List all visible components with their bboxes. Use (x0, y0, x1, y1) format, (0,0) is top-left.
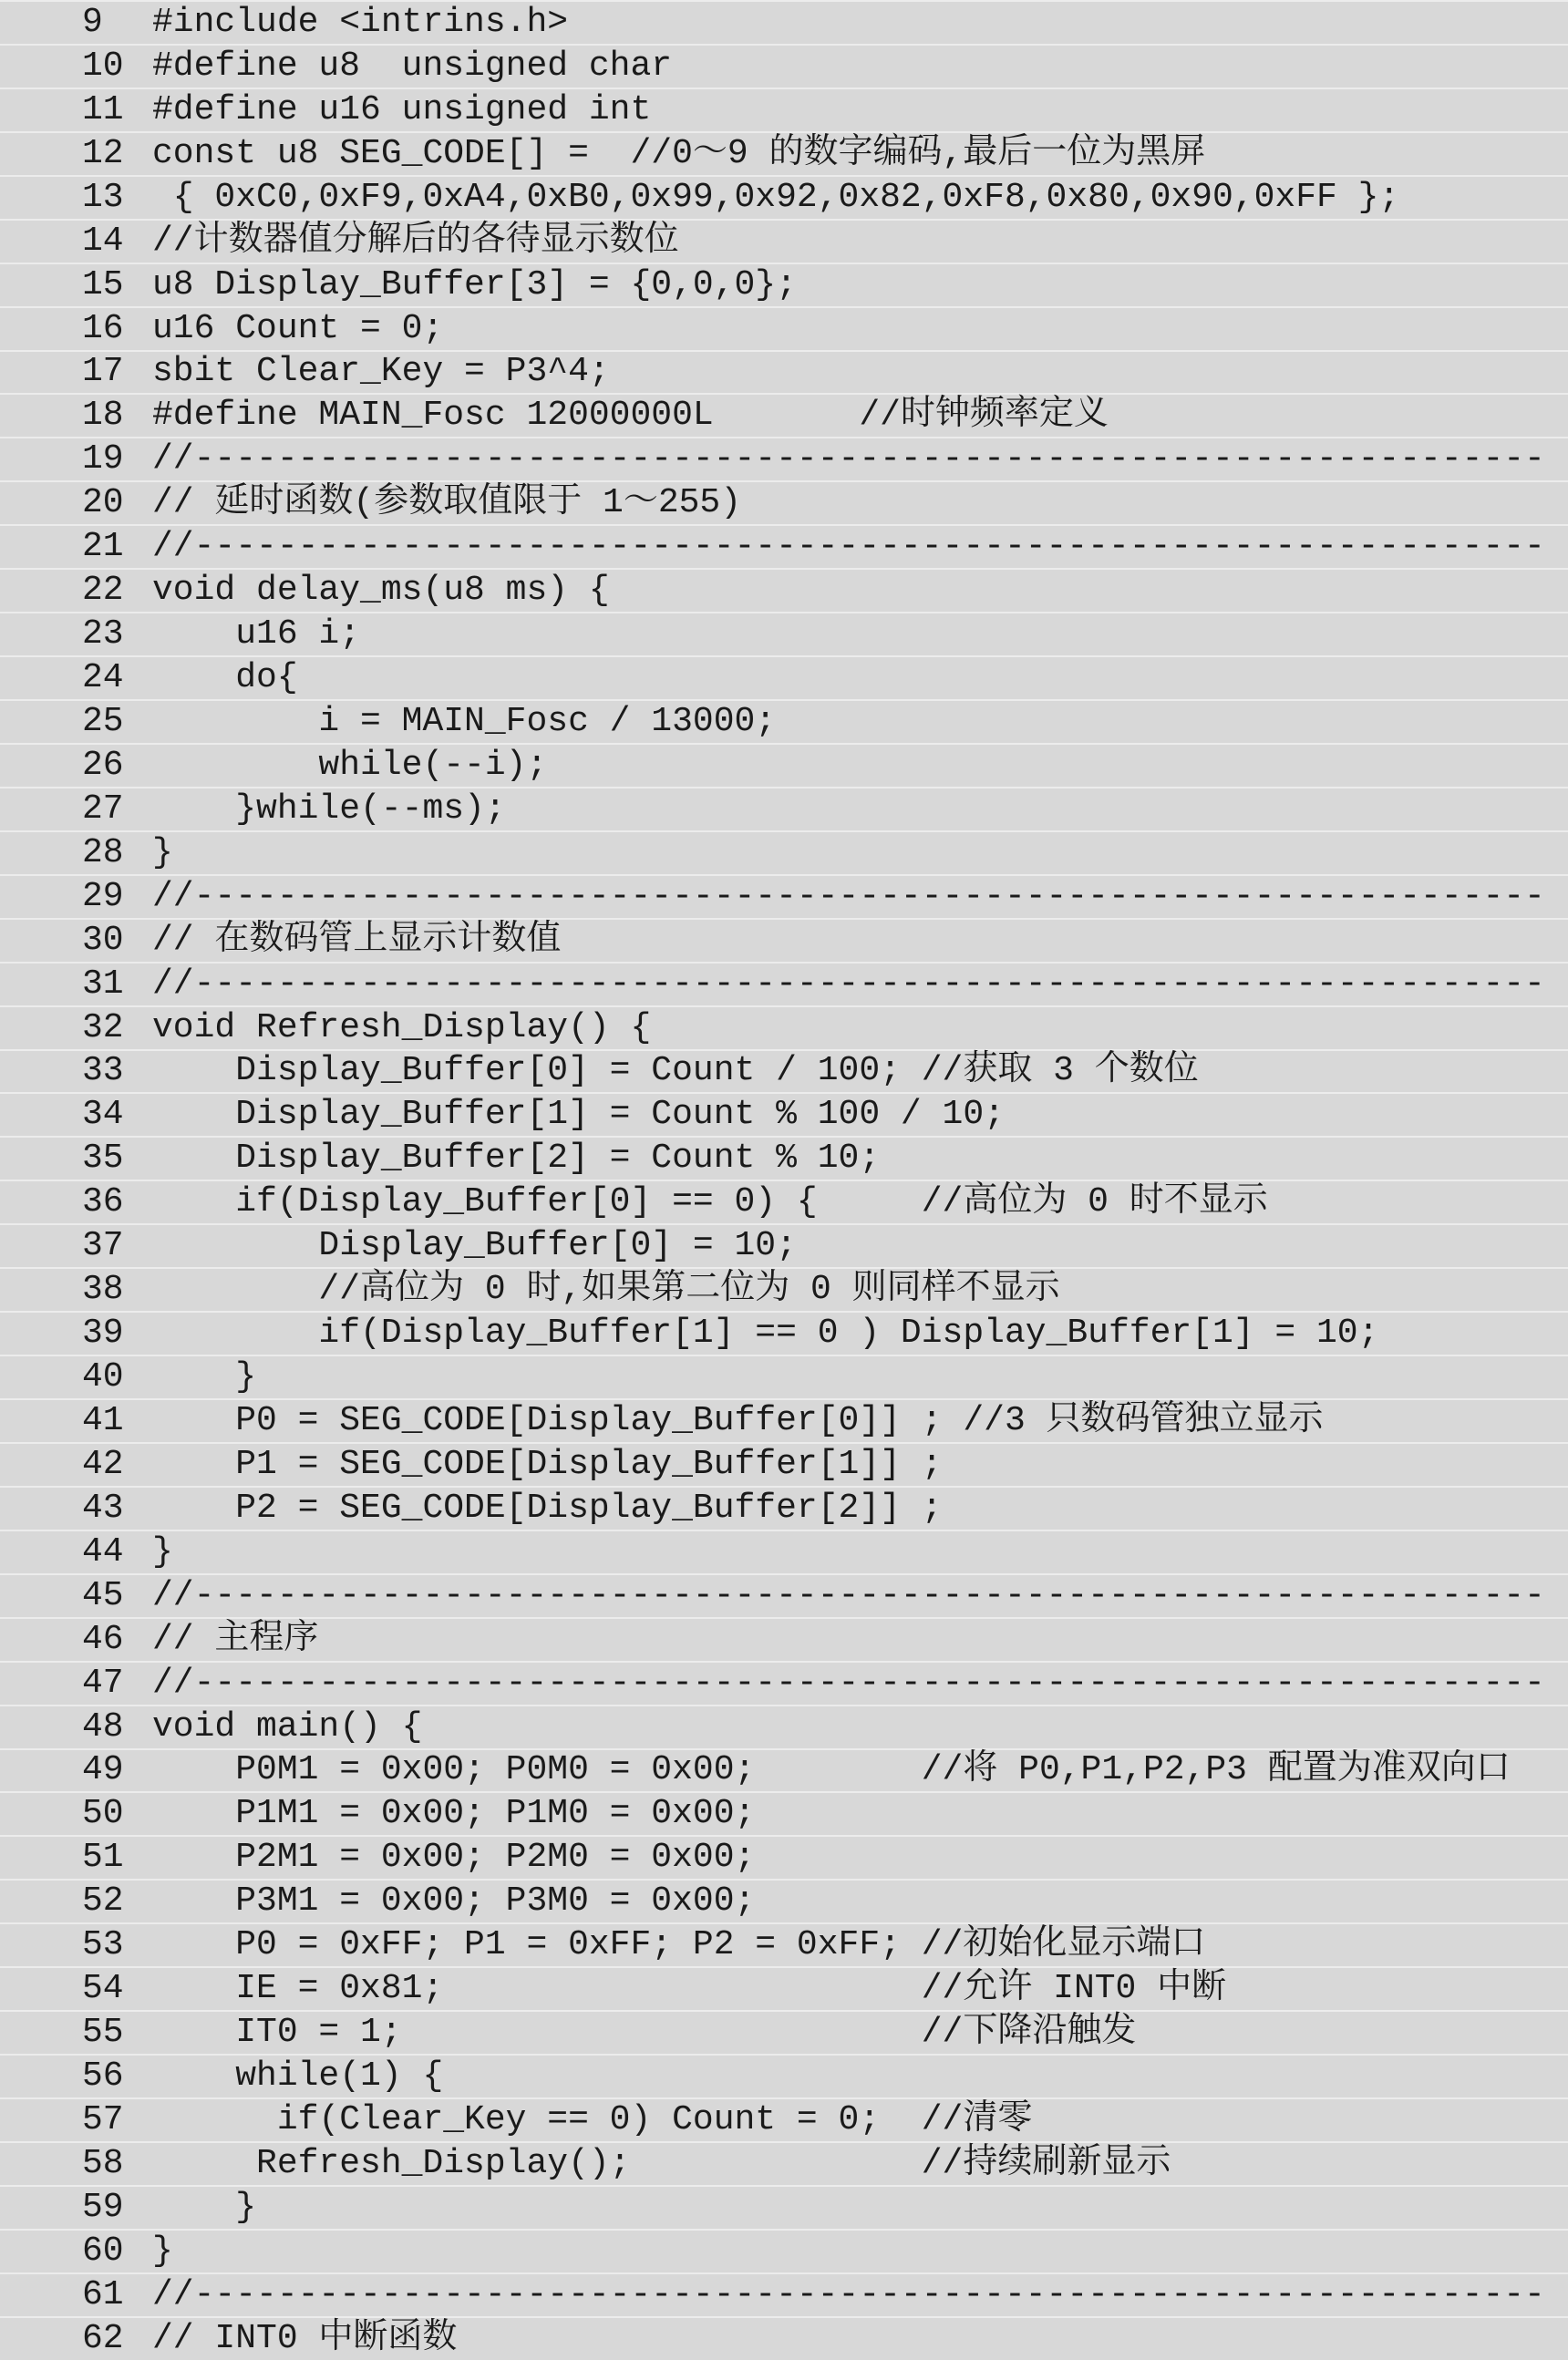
line-number: 33 (82, 1051, 124, 1091)
line-number: 50 (82, 1794, 124, 1834)
line-number: 25 (82, 701, 124, 741)
line-number: 32 (82, 1007, 124, 1047)
line-number: 31 (82, 964, 124, 1004)
code-line-row (0, 1092, 1568, 1136)
line-code: //----------------------------------------------------------------- (152, 439, 1545, 479)
line-number: 61 (82, 2274, 124, 2314)
code-line-row (0, 1442, 1568, 1486)
line-code: } (152, 2231, 173, 2271)
line-number: 17 (82, 352, 124, 392)
line-number: 51 (82, 1838, 124, 1878)
code-line-row (0, 1617, 1568, 1661)
line-number: 21 (82, 527, 124, 567)
line-number: 12 (82, 133, 124, 173)
code-line-row (0, 1705, 1568, 1748)
line-code: while(1) { (152, 2056, 444, 2097)
code-line-row (0, 2054, 1568, 2097)
line-code: P0 = 0xFF; P1 = 0xFF; P2 = 0xFF; //初始化显示端口 (152, 1925, 1206, 1965)
line-number: 57 (82, 2099, 124, 2139)
code-line-row (0, 524, 1568, 568)
line-code: IT0 = 1; //下降沿触发 (152, 2013, 1137, 2053)
line-code: P0M1 = 0x00; P0M0 = 0x00; //将 P0,P1,P2,P3 配置为准双向口 (152, 1750, 1511, 1790)
code-line-row (0, 874, 1568, 918)
line-number: 26 (82, 745, 124, 785)
line-code: Display_Buffer[2] = Count % 10; (152, 1139, 881, 1179)
line-number: 9 (82, 2, 103, 42)
line-code: P2M1 = 0x00; P2M0 = 0x00; (152, 1838, 756, 1878)
line-code: // 主程序 (152, 1619, 319, 1659)
line-number: 59 (82, 2187, 124, 2227)
code-line-row (0, 480, 1568, 524)
code-line-row (0, 2272, 1568, 2316)
code-line-row (0, 743, 1568, 787)
line-number: 53 (82, 1925, 124, 1965)
code-line-row (0, 2010, 1568, 2054)
code-line-row (0, 1922, 1568, 1966)
line-number: 49 (82, 1750, 124, 1790)
code-line-row (0, 1530, 1568, 1573)
code-line-row (0, 1486, 1568, 1530)
line-code: if(Clear_Key == 0) Count = 0; //清零 (152, 2099, 1033, 2139)
code-line-row (0, 1049, 1568, 1093)
line-code: { 0xC0,0xF9,0xA4,0xB0,0x99,0x92,0x82,0xF8,0x80,0x90,0xFF }; (152, 177, 1400, 217)
code-line-row (0, 830, 1568, 874)
line-number: 47 (82, 1663, 124, 1703)
code-line-row (0, 1136, 1568, 1180)
line-number: 30 (82, 920, 124, 960)
code-line-row (0, 1267, 1568, 1311)
code-line-row (0, 2229, 1568, 2272)
line-code: const u8 SEG_CODE[] = //0～9 的数字编码,最后一位为黑屏 (152, 133, 1206, 173)
code-line-row (0, 1005, 1568, 1049)
code-line-row (0, 263, 1568, 306)
line-number: 14 (82, 221, 124, 261)
line-code: void Refresh_Display() { (152, 1007, 652, 1047)
code-line-row (0, 2316, 1568, 2360)
line-code: if(Display_Buffer[1] == 0 ) Display_Buffer[1] = 10; (152, 1314, 1379, 1354)
code-line-row (0, 1311, 1568, 1355)
line-code: //----------------------------------------------------------------- (152, 1575, 1545, 1615)
code-line-row (0, 1966, 1568, 2010)
line-code: Display_Buffer[1] = Count % 100 / 10; (152, 1095, 1005, 1135)
code-line-row (0, 393, 1568, 437)
line-code: } (152, 832, 173, 872)
line-code: } (152, 1531, 173, 1572)
code-line-row (0, 44, 1568, 88)
line-number: 42 (82, 1444, 124, 1484)
line-code: //计数器值分解后的各待显示数位 (152, 221, 679, 261)
code-line-row (0, 1180, 1568, 1223)
line-code: Refresh_Display(); //持续刷新显示 (152, 2143, 1171, 2183)
line-number: 58 (82, 2143, 124, 2183)
code-line-row (0, 1661, 1568, 1705)
line-code: //高位为 0 时,如果第二位为 0 则同样不显示 (152, 1270, 1060, 1310)
code-line-row (0, 350, 1568, 394)
line-number: 37 (82, 1226, 124, 1266)
line-code: //----------------------------------------------------------------- (152, 1663, 1545, 1703)
line-code: sbit Clear_Key = P3^4; (152, 352, 610, 392)
line-code: //----------------------------------------------------------------- (152, 876, 1545, 916)
code-line-row (0, 2097, 1568, 2141)
line-code: if(Display_Buffer[0] == 0) { //高位为 0 时不显示 (152, 1182, 1268, 1222)
line-number: 52 (82, 1881, 124, 1922)
line-number: 18 (82, 396, 124, 436)
line-number: 45 (82, 1575, 124, 1615)
line-number: 56 (82, 2056, 124, 2097)
code-line-row (0, 1223, 1568, 1267)
line-number: 28 (82, 832, 124, 872)
line-code: P1 = SEG_CODE[Display_Buffer[1]] ; (152, 1444, 943, 1484)
line-number: 29 (82, 876, 124, 916)
line-number: 15 (82, 264, 124, 304)
line-number: 46 (82, 1619, 124, 1659)
line-code: // 在数码管上显示计数值 (152, 920, 562, 960)
line-number: 11 (82, 89, 124, 129)
line-code: #include <intrins.h> (152, 2, 569, 42)
code-line-row (0, 2185, 1568, 2229)
line-code: //----------------------------------------------------------------- (152, 527, 1545, 567)
line-code: #define MAIN_Fosc 12000000L //时钟频率定义 (152, 396, 1109, 436)
line-number: 10 (82, 46, 124, 86)
line-code: } (152, 1357, 257, 1397)
code-line-row (0, 1879, 1568, 1922)
line-code: do{ (152, 658, 298, 698)
line-code: // 延时函数(参数取值限于 1～255) (152, 483, 742, 523)
line-code: #define u16 unsigned int (152, 89, 652, 129)
code-line-row (0, 1791, 1568, 1835)
line-code: P2 = SEG_CODE[Display_Buffer[2]] ; (152, 1488, 943, 1528)
line-number: 24 (82, 658, 124, 698)
line-number: 13 (82, 177, 124, 217)
line-number: 38 (82, 1270, 124, 1310)
line-code: i = MAIN_Fosc / 13000; (152, 701, 777, 741)
line-number: 62 (82, 2318, 124, 2358)
code-line-row (0, 306, 1568, 350)
line-code: #define u8 unsigned char (152, 46, 673, 86)
line-number: 19 (82, 439, 124, 479)
line-number: 48 (82, 1706, 124, 1747)
code-line-row (0, 1835, 1568, 1879)
line-code: u8 Display_Buffer[3] = {0,0,0}; (152, 264, 797, 304)
line-number: 36 (82, 1182, 124, 1222)
line-number: 22 (82, 571, 124, 611)
code-line-row (0, 655, 1568, 699)
code-line-row (0, 88, 1568, 131)
code-line-row (0, 918, 1568, 962)
line-number: 34 (82, 1095, 124, 1135)
line-number: 60 (82, 2231, 124, 2271)
line-number: 40 (82, 1357, 124, 1397)
line-code: while(--i); (152, 745, 548, 785)
line-code: Display_Buffer[0] = Count / 100; //获取 3 个数位 (152, 1051, 1199, 1091)
line-number: 41 (82, 1400, 124, 1440)
code-line-row (0, 0, 1568, 44)
line-code: P1M1 = 0x00; P1M0 = 0x00; (152, 1794, 756, 1834)
code-line-row (0, 699, 1568, 743)
line-number: 43 (82, 1488, 124, 1528)
line-code: Display_Buffer[0] = 10; (152, 1226, 797, 1266)
line-code: void delay_ms(u8 ms) { (152, 571, 610, 611)
line-code: P3M1 = 0x00; P3M0 = 0x00; (152, 1881, 756, 1922)
code-line-row (0, 1355, 1568, 1398)
line-code: //----------------------------------------------------------------- (152, 2274, 1545, 2314)
code-line-row (0, 1748, 1568, 1792)
line-number: 27 (82, 788, 124, 829)
line-code: u16 Count = 0; (152, 308, 444, 348)
code-line-row (0, 962, 1568, 1005)
code-line-row (0, 2141, 1568, 2185)
line-code: void main() { (152, 1706, 423, 1747)
line-number: 35 (82, 1139, 124, 1179)
line-code: IE = 0x81; //允许 INT0 中断 (152, 1969, 1227, 2009)
code-line-row (0, 131, 1568, 175)
line-number: 55 (82, 2013, 124, 2053)
code-line-row (0, 175, 1568, 219)
code-line-row (0, 568, 1568, 612)
line-code: }while(--ms); (152, 788, 506, 829)
code-line-row (0, 1573, 1568, 1617)
line-number: 20 (82, 483, 124, 523)
line-number: 23 (82, 614, 124, 654)
line-code: u16 i; (152, 614, 361, 654)
line-number: 39 (82, 1314, 124, 1354)
code-line-row (0, 612, 1568, 655)
code-line-row (0, 219, 1568, 263)
line-code: } (152, 2187, 257, 2227)
code-line-row (0, 1398, 1568, 1442)
code-line-row (0, 787, 1568, 830)
line-code: P0 = SEG_CODE[Display_Buffer[0]] ; //3 只数码管独立显示 (152, 1400, 1324, 1440)
line-number: 54 (82, 1969, 124, 2009)
line-number: 16 (82, 308, 124, 348)
line-code: // INT0 中断函数 (152, 2318, 458, 2358)
line-number: 44 (82, 1531, 124, 1572)
line-code: //----------------------------------------------------------------- (152, 964, 1545, 1004)
code-line-row (0, 437, 1568, 480)
